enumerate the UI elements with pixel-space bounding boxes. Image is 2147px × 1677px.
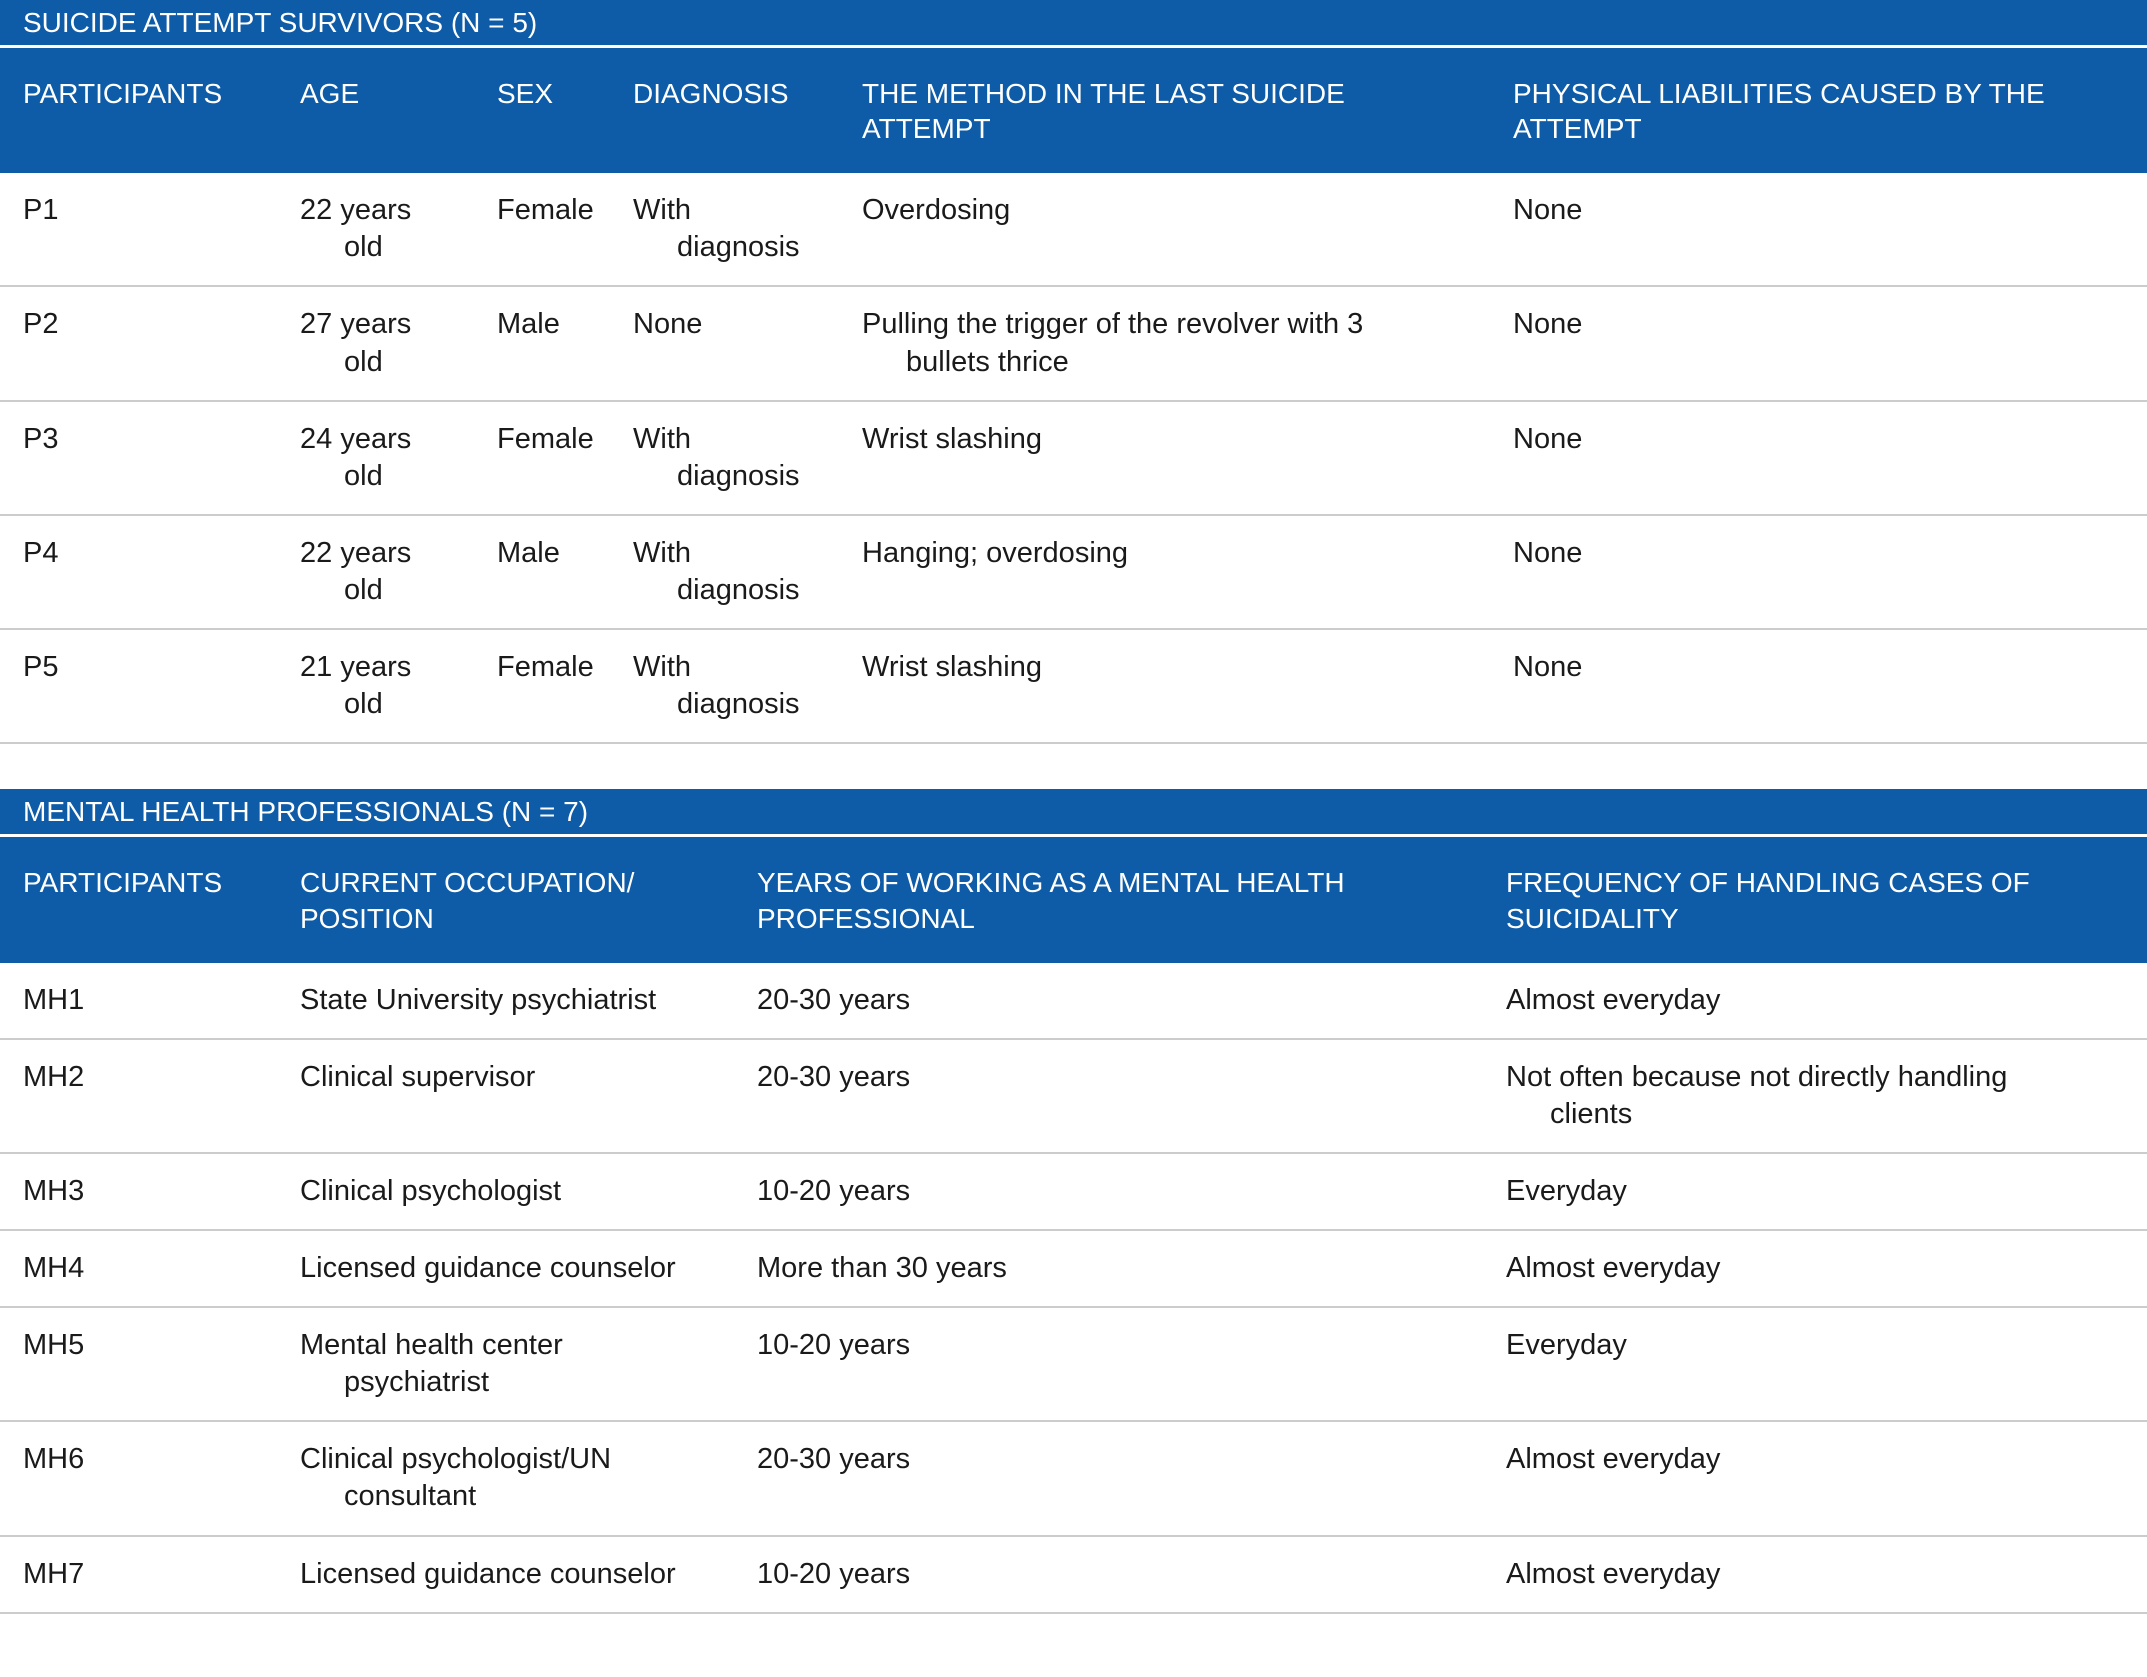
table-cell: None bbox=[1513, 308, 1583, 341]
table-cell: None bbox=[1513, 536, 1583, 569]
table-cell: With diagnosis bbox=[633, 651, 800, 721]
professionals-section bbox=[0, 789, 2147, 1613]
table-cell: Almost everyday bbox=[1506, 983, 1721, 1016]
survivors-table bbox=[0, 48, 2147, 745]
table-cell: Hanging; overdosing bbox=[862, 536, 1129, 569]
table-cell: 20-30 years bbox=[757, 983, 911, 1016]
table-cell: MH6 bbox=[23, 1443, 85, 1476]
table-cell: More than 30 years bbox=[757, 1252, 1007, 1285]
survivors-table-title: SUICIDE ATTEMPT SURVIVORS (N = 5) bbox=[0, 0, 2147, 48]
table-row bbox=[0, 401, 2147, 515]
table-cell: Pulling the trigger of the revolver with 3 bullets thrice bbox=[862, 308, 1364, 378]
column-header-frequency: FREQUENCY OF HANDLING CASES OF SUICIDALITY bbox=[1506, 837, 2147, 963]
column-header-method: THE METHOD IN THE LAST SUICIDE ATTEMPT bbox=[862, 48, 1513, 174]
table-row bbox=[0, 1039, 2147, 1153]
header-row bbox=[0, 48, 2147, 174]
table-cell: Wrist slashing bbox=[862, 651, 1042, 684]
table-cell: 27 years old bbox=[300, 308, 412, 378]
table-cell: Almost everyday bbox=[1506, 1443, 1721, 1476]
table-cell: P4 bbox=[23, 536, 59, 569]
column-header-occupation: CURRENT OCCUPATION/ POSITION bbox=[300, 837, 757, 963]
column-header-years: YEARS OF WORKING AS A MENTAL HEALTH PROFESSIONAL bbox=[757, 837, 1506, 963]
table-row bbox=[0, 1307, 2147, 1421]
table-cell: Male bbox=[497, 308, 560, 341]
table-row bbox=[0, 1153, 2147, 1230]
table-row bbox=[0, 963, 2147, 1039]
column-header-liabilities: PHYSICAL LIABILITIES CAUSED BY THE ATTEMPT bbox=[1513, 48, 2147, 174]
table-cell: MH3 bbox=[23, 1174, 85, 1207]
table-cell: 20-30 years bbox=[757, 1060, 911, 1093]
table-cell: MH1 bbox=[23, 983, 85, 1016]
table-cell: P3 bbox=[23, 422, 59, 455]
table-cell: With diagnosis bbox=[633, 536, 800, 607]
table-cell: With diagnosis bbox=[633, 194, 800, 264]
table-cell: None bbox=[1513, 651, 1583, 684]
table-cell: State University psychiatrist bbox=[300, 983, 657, 1016]
professionals-table bbox=[0, 837, 2147, 1614]
table-cell: 10-20 years bbox=[757, 1557, 911, 1590]
table-cell: 21 years old bbox=[300, 651, 412, 721]
table-cell: Female bbox=[497, 194, 594, 227]
table-row bbox=[0, 286, 2147, 400]
table-cell: 24 years old bbox=[300, 422, 412, 492]
table-cell: Male bbox=[497, 536, 560, 569]
table-cell: Mental health center psychiatrist bbox=[300, 1329, 563, 1399]
table-cell: MH7 bbox=[23, 1557, 85, 1590]
table-cell: MH2 bbox=[23, 1060, 85, 1093]
table-row bbox=[0, 173, 2147, 286]
table-row bbox=[0, 629, 2147, 743]
table-cell: MH4 bbox=[23, 1252, 85, 1285]
column-header-participants: PARTICIPANTS bbox=[0, 837, 300, 963]
table-cell: 10-20 years bbox=[757, 1174, 911, 1207]
table-cell: Clinical psychologist/UN consultant bbox=[300, 1443, 612, 1513]
table-cell: P2 bbox=[23, 308, 59, 341]
professionals-table-title: MENTAL HEALTH PROFESSIONALS (N = 7) bbox=[0, 789, 2147, 837]
table-cell: None bbox=[1513, 194, 1583, 227]
table-cell: Everyday bbox=[1506, 1174, 1627, 1207]
table-cell: 22 years old bbox=[300, 536, 412, 607]
column-header-sex: SEX bbox=[497, 48, 633, 174]
column-header-participants: PARTICIPANTS bbox=[0, 48, 300, 174]
column-header-diagnosis: DIAGNOSIS bbox=[633, 48, 862, 174]
table-cell: Everyday bbox=[1506, 1329, 1627, 1362]
table-cell: None bbox=[1513, 422, 1583, 455]
table-cell: Overdosing bbox=[862, 194, 1011, 227]
table-cell: Licensed guidance counselor bbox=[300, 1252, 676, 1285]
table-cell: 22 years old bbox=[300, 194, 412, 264]
table-cell: 20-30 years bbox=[757, 1443, 911, 1476]
table-cell: Licensed guidance counselor bbox=[300, 1557, 676, 1590]
table-cell: Almost everyday bbox=[1506, 1252, 1721, 1285]
table-cell: Clinical psychologist bbox=[300, 1174, 562, 1207]
survivors-section bbox=[0, 0, 2147, 744]
table-row bbox=[0, 1421, 2147, 1535]
table-row bbox=[0, 1230, 2147, 1307]
table-cell: MH5 bbox=[23, 1329, 85, 1362]
header-row bbox=[0, 837, 2147, 963]
table-cell: P5 bbox=[23, 651, 59, 684]
table-row bbox=[0, 1536, 2147, 1613]
table-cell: None bbox=[633, 308, 703, 341]
table-cell: Clinical supervisor bbox=[300, 1060, 536, 1093]
table-cell: P1 bbox=[23, 194, 59, 227]
column-header-age: AGE bbox=[300, 48, 497, 174]
table-cell: Almost everyday bbox=[1506, 1557, 1721, 1590]
table-cell: Not often because not directly handling clients bbox=[1506, 1060, 2008, 1130]
table-cell: 10-20 years bbox=[757, 1329, 911, 1362]
table-cell: Female bbox=[497, 422, 594, 455]
table-row bbox=[0, 515, 2147, 629]
table-cell: With diagnosis bbox=[633, 422, 800, 492]
table-cell: Wrist slashing bbox=[862, 422, 1042, 455]
table-cell: Female bbox=[497, 651, 594, 684]
